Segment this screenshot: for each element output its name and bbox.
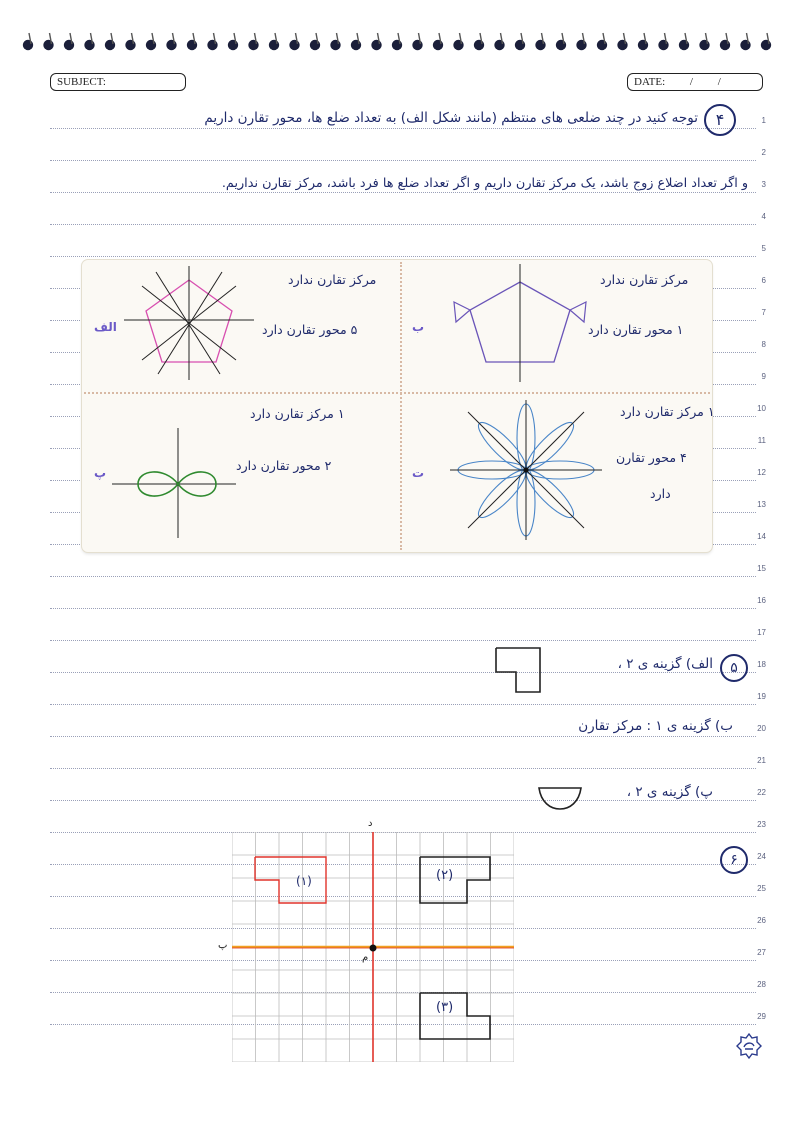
date-label: DATE: — [634, 76, 666, 88]
binding-ring — [474, 40, 484, 50]
binding-ring — [617, 40, 627, 50]
binding-ring — [679, 40, 689, 50]
line-number: 14 — [757, 532, 766, 541]
ruled-line — [50, 800, 756, 801]
panel-be-center: مرکز تقارن ندارد — [600, 272, 689, 287]
line-number: 6 — [761, 276, 766, 285]
ruled-line — [50, 192, 756, 193]
ruled-line — [50, 640, 756, 641]
line-number: 23 — [757, 820, 766, 829]
binding-ring — [699, 40, 709, 50]
question-number-6: ۶ — [720, 846, 748, 874]
q5-pe: پ) گزینه ی ۲ ، — [626, 784, 713, 800]
ruled-line — [50, 704, 756, 705]
ruled-line — [50, 768, 756, 769]
binding-ring — [515, 40, 525, 50]
pentagon-flags-figure — [444, 262, 604, 386]
shape-label-2: (۲) — [436, 868, 454, 883]
panel-te-axes-cont: دارد — [650, 486, 671, 501]
line-number: 19 — [757, 692, 766, 701]
binding-ring — [392, 40, 402, 50]
spiral-binding — [18, 30, 778, 54]
q5-alef-shape — [494, 644, 546, 696]
binding-ring — [64, 40, 74, 50]
line-number: 7 — [761, 308, 766, 317]
binding-ring — [146, 40, 156, 50]
line-number: 1 — [761, 116, 766, 125]
line-number: 12 — [757, 468, 766, 477]
binding-ring — [351, 40, 361, 50]
axis-label-p: پ — [218, 940, 228, 951]
line-number: 13 — [757, 500, 766, 509]
card-divider — [400, 262, 402, 550]
binding-ring — [597, 40, 607, 50]
binding-ring — [310, 40, 320, 50]
date-separator: / — [689, 76, 693, 88]
question-number-4: ۴ — [704, 104, 736, 136]
line-number: 25 — [757, 884, 766, 893]
binding-ring — [330, 40, 340, 50]
line-number: 3 — [761, 180, 766, 189]
panel-pe-axes: ۲ محور تقارن دارد — [236, 458, 332, 473]
ruled-line — [50, 736, 756, 737]
binding-ring — [720, 40, 730, 50]
q5-alef: الف) گزینه ی ۲ ، — [617, 656, 713, 672]
line-number: 26 — [757, 916, 766, 925]
ruled-line — [50, 224, 756, 225]
panel-te-center: ۱ مرکز تقارن دارد — [620, 404, 715, 419]
panel-pe-center: ۱ مرکز تقارن دارد — [250, 406, 345, 421]
binding-ring — [556, 40, 566, 50]
ruled-line — [50, 128, 756, 129]
binding-ring — [412, 40, 422, 50]
binding-ring — [494, 40, 504, 50]
binding-ring — [269, 40, 279, 50]
binding-ring — [125, 40, 135, 50]
line-number: 27 — [757, 948, 766, 957]
grid-figure — [232, 832, 514, 1062]
line-number: 17 — [757, 628, 766, 637]
line-number: 28 — [757, 980, 766, 989]
binding-ring — [658, 40, 668, 50]
date-separator: / — [717, 76, 721, 88]
binding-ring — [187, 40, 197, 50]
binding-ring — [43, 40, 53, 50]
binding-ring — [740, 40, 750, 50]
line-number: 24 — [757, 852, 766, 861]
binding-ring — [535, 40, 545, 50]
panel-alef-axes: ۵ محور تقارن دارد — [262, 322, 358, 337]
line-number: 15 — [757, 564, 766, 573]
binding-ring — [23, 40, 33, 50]
panel-label-pe: پ — [94, 466, 107, 480]
line-number: 5 — [761, 244, 766, 253]
binding-ring — [433, 40, 443, 50]
line-number: 21 — [757, 756, 766, 765]
binding-ring — [453, 40, 463, 50]
ruled-line — [50, 608, 756, 609]
q5-pe-shape — [536, 782, 584, 812]
line-number: 29 — [757, 1012, 766, 1021]
binding-ring — [207, 40, 217, 50]
q5-be: ب) گزینه ی ۱ : مرکز تقارن — [578, 718, 733, 734]
binding-ring — [248, 40, 258, 50]
q4-line1: توجه کنید در چند ضلعی های منتظم (مانند شکل الف) به تعداد ضلع ها، محور تقارن داریم — [204, 110, 698, 126]
binding-ring — [166, 40, 176, 50]
panel-alef-center: مرکز تقارن ندارد — [288, 272, 377, 287]
binding-ring — [371, 40, 381, 50]
panel-label-te: ت — [412, 466, 425, 480]
ruled-line — [50, 160, 756, 161]
line-number: 16 — [757, 596, 766, 605]
binding-ring — [289, 40, 299, 50]
binding-ring — [761, 40, 771, 50]
binding-ring — [84, 40, 94, 50]
date-field[interactable] — [627, 73, 763, 91]
line-number: 8 — [761, 340, 766, 349]
line-number: 2 — [761, 148, 766, 157]
line-number: 22 — [757, 788, 766, 797]
panel-label-alef: الف — [94, 320, 117, 334]
question-number-5: ۵ — [720, 654, 748, 682]
ruled-line — [50, 256, 756, 257]
panel-be-axes: ۱ محور تقارن دارد — [588, 322, 684, 337]
q4-line2: و اگر تعداد اضلاع زوج باشد، یک مرکز تقارن داریم و اگر تعداد ضلع ها فرد باشد، مرکز تقارن نداریم. — [221, 176, 748, 191]
card-divider — [84, 392, 710, 394]
axis-label-d: د — [368, 818, 373, 829]
ruled-line — [50, 576, 756, 577]
ruled-line — [50, 672, 756, 673]
line-number: 4 — [761, 212, 766, 221]
binding-ring — [228, 40, 238, 50]
shape-label-3: (۳) — [436, 1000, 454, 1015]
subject-label: SUBJECT: — [57, 76, 106, 88]
line-number: 18 — [757, 660, 766, 669]
line-number: 9 — [761, 372, 766, 381]
center-label-m: م — [362, 952, 369, 963]
pentagon-figure — [118, 262, 260, 386]
flower-figure — [446, 398, 602, 542]
binding-ring — [638, 40, 648, 50]
panel-te-axes: ۴ محور تقارن — [616, 450, 687, 465]
line-number: 11 — [757, 436, 766, 445]
panel-label-be: ب — [412, 320, 425, 334]
line-number: 10 — [757, 404, 766, 413]
subject-field[interactable] — [50, 73, 186, 91]
publisher-logo — [735, 1032, 763, 1060]
binding-ring — [105, 40, 115, 50]
binding-ring — [576, 40, 586, 50]
infinity-figure — [110, 426, 240, 540]
shape-label-1: (۱) — [296, 874, 312, 888]
line-number: 20 — [757, 724, 766, 733]
